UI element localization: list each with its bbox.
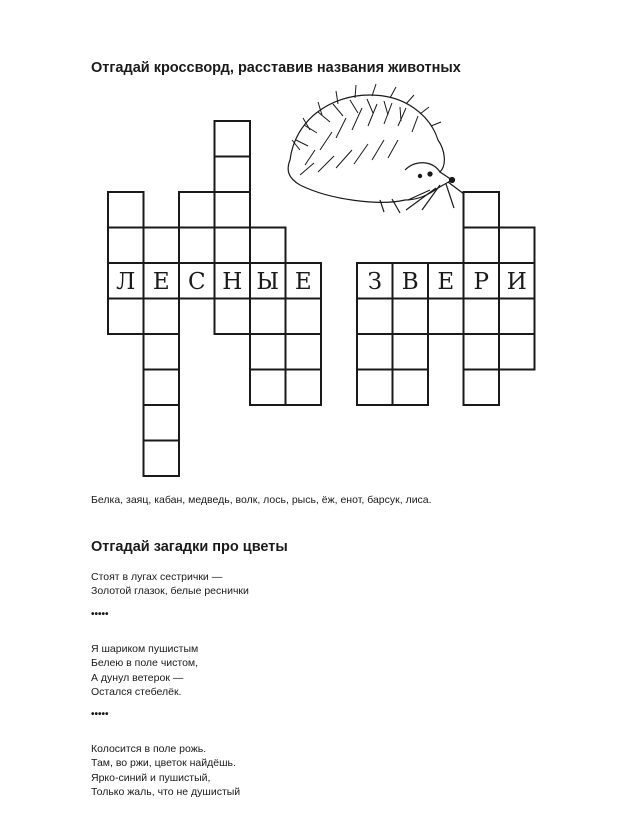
crossword-cell[interactable] (393, 299, 429, 335)
hedgehog-illustration (288, 84, 464, 213)
crossword-cell[interactable] (499, 334, 535, 370)
crossword-cell[interactable] (464, 192, 500, 228)
crossword-letter: С (187, 268, 206, 295)
crossword-cell[interactable] (499, 228, 535, 264)
crossword-cell[interactable] (108, 228, 144, 264)
crossword-cell[interactable] (499, 299, 535, 335)
crossword-cell[interactable] (250, 228, 286, 264)
crossword-letter: Н (222, 268, 243, 295)
crossword-cell[interactable] (144, 405, 180, 441)
crossword-cell[interactable] (357, 299, 393, 335)
crossword-cell[interactable] (464, 334, 500, 370)
crossword-cell[interactable] (144, 370, 180, 406)
crossword-cell[interactable] (144, 334, 180, 370)
crossword-cell[interactable] (144, 299, 180, 335)
crossword-cell[interactable] (215, 121, 251, 157)
crossword-letter: З (367, 268, 382, 295)
riddle-line: Ярко-синий и пушистый, (91, 771, 211, 784)
crossword-cell[interactable] (179, 228, 215, 264)
crossword-cell[interactable] (215, 228, 251, 264)
crossword-cell[interactable] (215, 192, 251, 228)
crossword-cell[interactable] (393, 334, 429, 370)
crossword-cell[interactable] (215, 157, 251, 193)
crossword-cell[interactable] (464, 299, 500, 335)
crossword-cell[interactable] (357, 370, 393, 406)
crossword-title: Отгадай кроссворд, расставив названия животных (91, 60, 461, 76)
crossword-cell[interactable] (179, 192, 215, 228)
riddle-line: А дунул ветерок — (91, 671, 184, 684)
crossword-cell[interactable] (357, 334, 393, 370)
crossword-letter: Ы (256, 268, 280, 295)
crossword-letter: Р (473, 268, 489, 295)
crossword-letter: Е (437, 268, 455, 295)
riddle-line: Остался стебелёк. (91, 685, 182, 698)
riddle-3 (91, 742, 240, 799)
crossword-letter: Е (152, 268, 170, 295)
crossword-cell[interactable] (250, 370, 286, 406)
crossword-cell[interactable] (286, 299, 322, 335)
crossword-cell[interactable] (215, 299, 251, 335)
crossword-letter: Е (294, 268, 312, 295)
crossword-letter: И (506, 268, 527, 295)
crossword-cell[interactable] (464, 370, 500, 406)
crossword-cell[interactable] (144, 441, 180, 477)
crossword-letter: Л (116, 268, 136, 295)
separator: ••••• (91, 609, 109, 620)
riddles-title: Отгадай загадки про цветы (91, 539, 288, 555)
riddle-line: Там, во ржи, цветок найдёшь. (91, 757, 236, 770)
riddle-2 (91, 642, 198, 699)
crossword-cell[interactable] (393, 370, 429, 406)
crossword-cell[interactable] (464, 228, 500, 264)
crossword-cell[interactable] (286, 370, 322, 406)
crossword-cell[interactable] (144, 228, 180, 264)
crossword-cell[interactable] (286, 334, 322, 370)
riddle-line: Белею в поле чистом, (91, 657, 199, 670)
riddle-1 (91, 570, 249, 599)
riddle-line: Только жаль, что не душистый (91, 785, 241, 798)
crossword-cell[interactable] (428, 299, 464, 335)
riddle-line: Колосится в поле рожь. (91, 743, 207, 755)
riddle-line: Золотой глазок, белые реснички (91, 585, 249, 598)
crossword-cell[interactable] (250, 299, 286, 335)
riddle-line: Я шариком пушистым (91, 643, 199, 655)
word-bank: Белка, заяц, кабан, медведь, волк, лось, рысь, ёж, енот, барсук, лиса. (91, 494, 432, 506)
riddle-line: Стоят в лугах сестрички — (91, 571, 223, 583)
crossword-cell[interactable] (250, 334, 286, 370)
crossword-cell[interactable] (108, 299, 144, 335)
crossword-cell[interactable] (108, 192, 144, 228)
crossword-letter: В (401, 268, 419, 295)
separator: ••••• (91, 709, 109, 720)
